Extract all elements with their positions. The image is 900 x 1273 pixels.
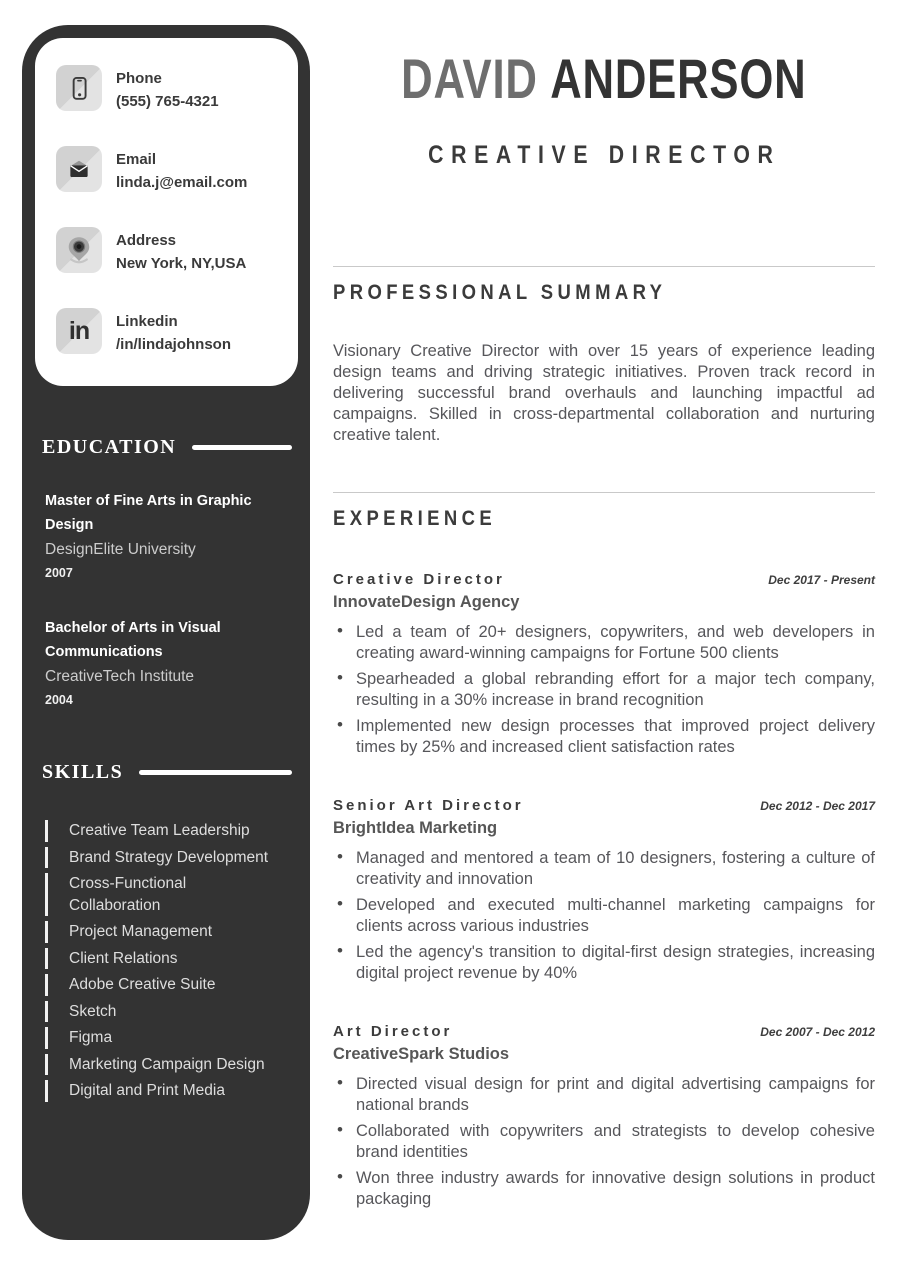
job-bullet: • Developed and executed multi-channel marketing campaigns for clients across various industries	[333, 895, 875, 937]
job-bullet: • Led a team of 20+ designers, copywriters, and web developers in creating award-winning campaigns for Fortune 500 clients	[333, 622, 875, 664]
skill-item: Digital and Print Media	[45, 1080, 270, 1102]
skill-item: Cross-Functional Collaboration	[45, 873, 270, 916]
skill-item: Adobe Creative Suite	[45, 974, 270, 996]
education-section	[22, 436, 310, 711]
contact-row-phone	[56, 65, 282, 113]
section-divider	[333, 492, 875, 493]
skill-item: Client Relations	[45, 948, 270, 970]
summary-section	[333, 278, 875, 446]
job-bullet: • Spearheaded a global rebranding effort for a major tech company, resulting in a 30% increase in brand recognition	[333, 669, 875, 711]
section-divider	[333, 266, 875, 267]
education-entry	[42, 489, 292, 584]
education-heading	[42, 436, 292, 459]
address-value: New York, NY,USA	[116, 255, 247, 272]
skills-section	[22, 761, 310, 1102]
graduation-year: 2007	[45, 566, 73, 580]
education-title: EDUCATION	[42, 436, 177, 458]
job-title: Creative Director	[333, 570, 505, 588]
contact-row-linkedin	[56, 308, 282, 356]
school-name: DesignElite University	[45, 541, 196, 558]
job-bullet: • Won three industry awards for innovative design solutions in product packaging	[333, 1168, 875, 1210]
email-icon	[56, 146, 102, 192]
address-icon	[56, 227, 102, 273]
first-name: DAVID	[401, 47, 538, 110]
phone-icon	[56, 65, 102, 111]
job-title: Art Director	[333, 1022, 453, 1040]
job-bullet-list	[333, 848, 875, 984]
job-bullet: • Led the agency's transition to digital-first design strategies, increasing digital project revenue by 40%	[333, 942, 875, 984]
job-company: InnovateDesign Agency	[333, 592, 520, 611]
job-bullet-list	[333, 622, 875, 758]
job-company: CreativeSpark Studios	[333, 1044, 510, 1063]
skill-item: Project Management	[45, 921, 270, 943]
candidate-name	[401, 47, 807, 110]
last-name: ANDERSON	[550, 47, 807, 110]
school-name: CreativeTech Institute	[45, 668, 195, 685]
graduation-year: 2004	[45, 693, 73, 707]
experience-heading: EXPERIENCE	[333, 506, 497, 530]
job-bullet: • Implemented new design processes that improved project delivery times by 25% and increased client satisfaction rates	[333, 716, 875, 758]
skills-title: SKILLS	[42, 761, 124, 783]
degree-name: Master of Fine Arts in Graphic Design	[45, 493, 252, 533]
education-entry	[42, 616, 292, 711]
job-bullet: • Directed visual design for print and digital advertising campaigns for national brands	[333, 1074, 875, 1116]
linkedin-value: /in/lindajohnson	[116, 336, 231, 353]
contact-card	[35, 38, 298, 386]
skill-item: Sketch	[45, 1001, 270, 1023]
sidebar	[22, 25, 310, 1240]
skills-list	[42, 820, 292, 1102]
skills-heading-rule	[139, 770, 292, 775]
experience-section	[333, 504, 875, 1210]
skill-item: Marketing Campaign Design	[45, 1054, 270, 1076]
skill-item: Brand Strategy Development	[45, 847, 270, 869]
job-company: BrightIdea Marketing	[333, 818, 498, 837]
main-column	[333, 0, 875, 1215]
skills-heading	[42, 761, 292, 784]
job-dates: Dec 2017 - Present	[768, 572, 875, 587]
resume-header	[333, 0, 875, 170]
contact-row-address	[56, 227, 282, 275]
skill-item: Creative Team Leadership	[45, 820, 270, 842]
job-bullet-list	[333, 1074, 875, 1210]
email-label: Email	[116, 151, 157, 168]
job-dates: Dec 2012 - Dec 2017	[760, 798, 875, 813]
education-heading-rule	[192, 445, 292, 450]
contact-row-email	[56, 146, 282, 194]
linkedin-label: Linkedin	[116, 313, 178, 330]
job-role-title: CREATIVE DIRECTOR	[427, 140, 781, 169]
job-entry	[333, 797, 875, 984]
job-dates: Dec 2007 - Dec 2012	[760, 1024, 875, 1039]
degree-name: Bachelor of Arts in Visual Communications	[45, 620, 221, 660]
address-label: Address	[116, 232, 177, 249]
job-bullet: • Managed and mentored a team of 10 designers, fostering a culture of creativity and innovation	[333, 848, 875, 890]
job-title: Senior Art Director	[333, 796, 524, 814]
linkedin-icon: in	[56, 308, 102, 354]
email-value: linda.j@email.com	[116, 174, 248, 191]
summary-text: Visionary Creative Director with over 15 years of experience leading design teams and driving strategic initiatives. Proven track record in delivering successful brand overhauls and launching impactful ad campaigns. Skilled in cross-departmental collaboration and nurturing creative talent.	[333, 341, 875, 444]
skill-item: Figma	[45, 1027, 270, 1049]
job-bullet: • Collaborated with copywriters and strategists to develop cohesive brand identities	[333, 1121, 875, 1163]
job-entry	[333, 1023, 875, 1210]
summary-heading: PROFESSIONAL SUMMARY	[333, 280, 667, 304]
phone-value: (555) 765-4321	[116, 93, 219, 110]
job-entry	[333, 571, 875, 758]
phone-label: Phone	[116, 70, 162, 87]
